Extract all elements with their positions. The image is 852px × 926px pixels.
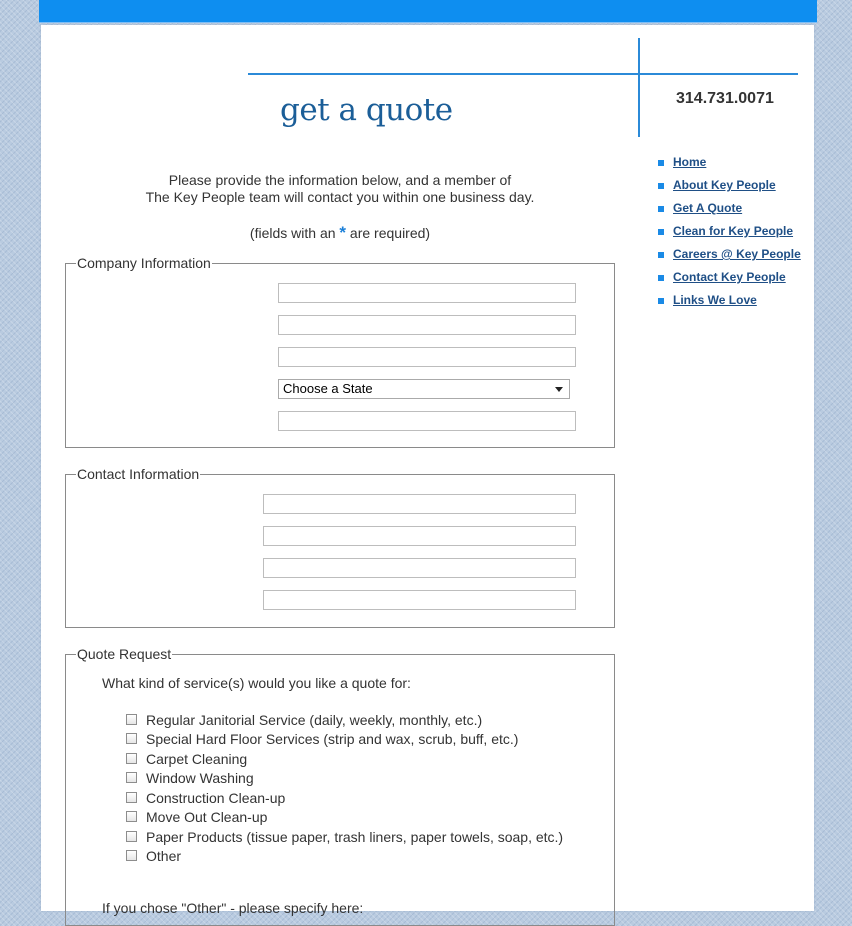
square-bullet-icon — [658, 252, 664, 258]
chevron-down-icon — [555, 387, 563, 392]
service-checkbox-paper[interactable] — [126, 831, 137, 842]
email-field[interactable] — [263, 590, 576, 610]
zip-input[interactable] — [278, 411, 576, 431]
required-note-prefix: (fields with an — [249, 225, 336, 241]
company-info-fieldset — [65, 255, 615, 448]
quote-request-fieldset — [65, 646, 615, 926]
phone-number-input[interactable] — [263, 526, 576, 546]
nav-link-get-a-quote[interactable]: Get A Quote — [673, 201, 743, 215]
top-bar — [39, 0, 817, 23]
state-select-value: Choose a State — [283, 381, 373, 396]
required-note-suffix: are required) — [349, 225, 431, 241]
phone-number: 314.731.0071 — [676, 90, 774, 107]
square-bullet-icon — [658, 298, 664, 304]
service-checkbox-hard-floor[interactable] — [126, 733, 137, 744]
square-bullet-icon — [658, 206, 664, 212]
nav-link-home[interactable]: Home — [673, 155, 707, 169]
nav-link-links[interactable]: Links We Love — [673, 293, 757, 307]
page-title: get a quote — [280, 92, 453, 128]
service-checkbox-construction[interactable] — [126, 792, 137, 803]
intro-line-1: Please provide the information below, and a member of — [168, 172, 512, 188]
contact-info-fieldset — [65, 466, 615, 628]
service-label: Move Out Clean-up — [146, 809, 268, 825]
nav-link-careers[interactable]: Careers @ Key People — [673, 247, 801, 261]
square-bullet-icon — [658, 229, 664, 235]
intro-line-2: The Key People team will contact you within one business day. — [145, 189, 535, 205]
service-checkbox-other[interactable] — [126, 850, 137, 861]
service-label: Construction Clean-up — [146, 790, 286, 806]
contact-info-legend: Contact Information — [77, 466, 200, 482]
service-checkbox-move-out[interactable] — [126, 811, 137, 822]
quote-request-legend: Quote Request — [77, 646, 172, 662]
nav-link-about[interactable]: About Key People — [673, 178, 776, 192]
service-label: Paper Products (tissue paper, trash liners, paper towels, soap, etc.) — [146, 829, 564, 845]
header-rule-horizontal — [248, 73, 798, 75]
company-info-legend: Company Information — [77, 255, 211, 271]
service-label: Regular Janitorial Service (daily, weekly, monthly, etc.) — [146, 712, 483, 728]
required-note — [65, 223, 615, 243]
service-checkbox-carpet[interactable] — [126, 753, 137, 764]
square-bullet-icon — [658, 275, 664, 281]
nav-link-contact[interactable]: Contact Key People — [673, 270, 786, 284]
square-bullet-icon — [658, 183, 664, 189]
other-specify-label: If you chose "Other" - please specify here: — [102, 900, 364, 916]
address-input[interactable] — [278, 315, 576, 335]
city-input[interactable] — [278, 347, 576, 367]
service-label: Other — [146, 848, 182, 864]
state-select[interactable] — [278, 379, 570, 399]
nav-link-clean[interactable]: Clean for Key People — [673, 224, 794, 238]
service-label: Window Washing — [146, 770, 254, 786]
fax-input[interactable] — [263, 558, 576, 578]
header-rule-vertical — [638, 38, 640, 137]
company-name-input[interactable] — [278, 283, 576, 303]
service-question: What kind of service(s) would you like a quote for: — [102, 675, 411, 691]
service-label: Special Hard Floor Services (strip and wax, scrub, buff, etc.) — [146, 731, 519, 747]
contact-person-input[interactable] — [263, 494, 576, 514]
service-checkbox-window[interactable] — [126, 772, 137, 783]
service-label: Carpet Cleaning — [146, 751, 248, 767]
service-checkbox-janitorial[interactable] — [126, 714, 137, 725]
required-star-icon: * — [339, 223, 347, 242]
square-bullet-icon — [658, 160, 664, 166]
